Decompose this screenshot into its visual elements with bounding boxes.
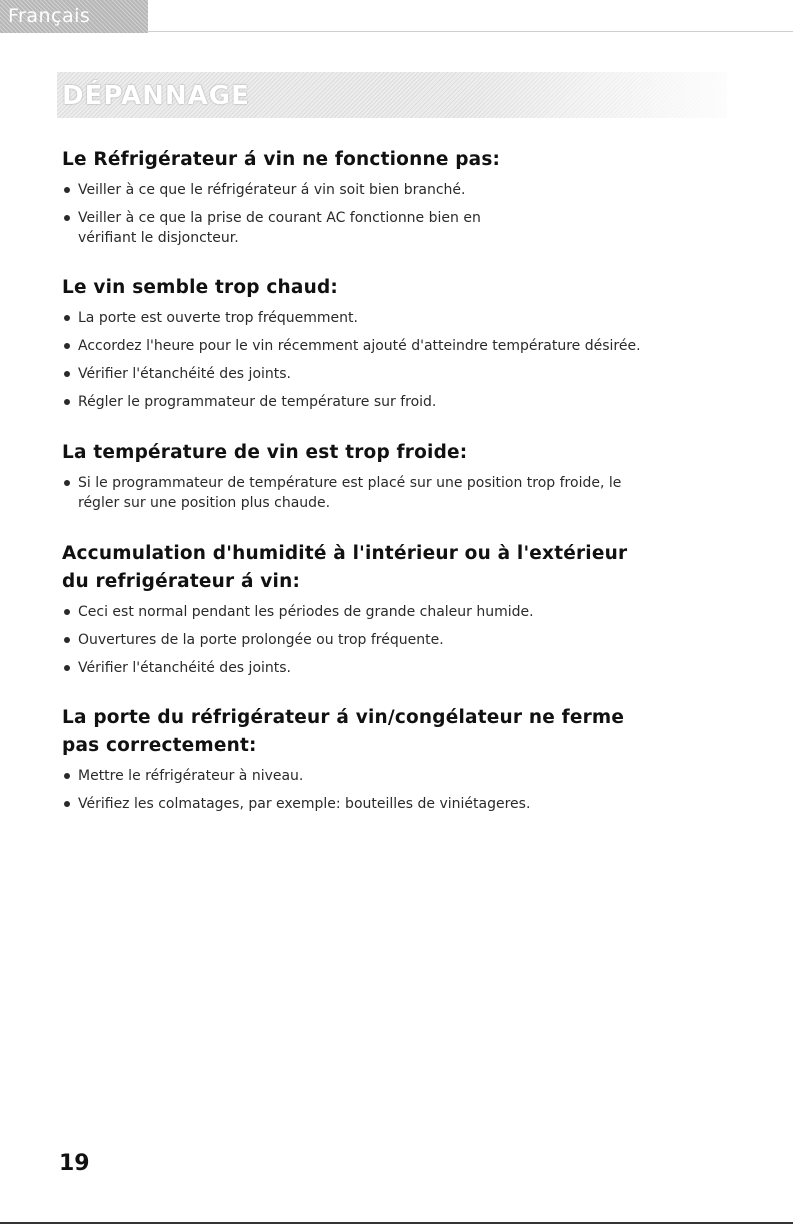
list-item (62, 180, 762, 200)
item-line: Régler le programmateur de température sur froid. (78, 394, 437, 410)
item-line: La porte est ouverte trop fréquemment. (78, 310, 358, 326)
item-line: Ceci est normal pendant les périodes de grande chaleur humide. (78, 604, 534, 620)
item-line: régler sur une position plus chaude. (78, 495, 331, 511)
list-item (62, 794, 762, 814)
heading-line: La température de vin est trop froide: (62, 442, 468, 463)
item-line: Veiller à ce que la prise de courant AC fonctionne bien en (78, 210, 481, 226)
item-line: vérifiant le disjoncteur. (78, 230, 239, 246)
section-heading (62, 540, 762, 596)
heading-line: pas correctement: (62, 735, 257, 756)
heading-line: Le Réfrigérateur á vin ne fonctionne pas: (62, 149, 501, 170)
item-line: Mettre le réfrigérateur à niveau. (78, 768, 304, 784)
section-wine-fridge-not-working (62, 146, 762, 248)
language-tab (0, 0, 148, 33)
item-line: Vérifier l'étanchéité des joints. (78, 366, 292, 382)
section-heading (62, 439, 762, 467)
heading-line: La porte du réfrigérateur á vin/congélateur ne ferme (62, 707, 625, 728)
bullet-icon (64, 371, 70, 377)
heading-line: du refrigérateur á vin: (62, 571, 301, 592)
section-title: DÉPANNAGE (62, 81, 250, 111)
list-item (62, 602, 762, 622)
list-item (62, 308, 762, 328)
list-item (62, 364, 762, 384)
page-number: 19 (59, 1151, 90, 1176)
list-item (62, 630, 762, 650)
item-line: Ouvertures de la porte prolongée ou trop fréquente. (78, 632, 444, 648)
heading-line: Accumulation d'humidité à l'intérieur ou à l'extérieur (62, 543, 628, 564)
language-label: Français (8, 5, 91, 27)
bullet-icon (64, 773, 70, 779)
troubleshooting-content (62, 146, 762, 822)
item-list (62, 180, 762, 248)
bullet-icon (64, 665, 70, 671)
section-wine-too-cold (62, 439, 762, 513)
heading-line: Le vin semble trop chaud: (62, 277, 338, 298)
list-item (62, 208, 762, 248)
list-item (62, 392, 762, 412)
item-list (62, 766, 762, 814)
section-door-not-closing (62, 704, 762, 814)
bullet-icon (64, 399, 70, 405)
bullet-icon (64, 637, 70, 643)
list-item (62, 658, 762, 678)
item-line: Si le programmateur de température est placé sur une position trop froide, le (78, 475, 622, 491)
bullet-icon (64, 315, 70, 321)
footer-rule (0, 1222, 793, 1224)
bullet-icon (64, 215, 70, 221)
bullet-icon (64, 609, 70, 615)
section-heading (62, 704, 762, 760)
item-list (62, 473, 762, 513)
item-line: Vérifiez les colmatages, par exemple: bouteilles de viniétageres. (78, 796, 531, 812)
item-line: Accordez l'heure pour le vin récemment ajouté d'atteindre température désirée. (78, 338, 641, 354)
item-list (62, 602, 762, 678)
bullet-icon (64, 343, 70, 349)
list-item (62, 473, 762, 513)
item-line: Veiller à ce que le réfrigérateur á vin soit bien branché. (78, 182, 466, 198)
header-rule (148, 31, 793, 32)
bullet-icon (64, 480, 70, 486)
item-line: Vérifier l'étanchéité des joints. (78, 660, 292, 676)
section-heading (62, 274, 762, 302)
section-heading (62, 146, 762, 174)
bullet-icon (64, 187, 70, 193)
list-item (62, 336, 762, 356)
item-list (62, 308, 762, 412)
list-item (62, 766, 762, 786)
section-banner (57, 72, 727, 118)
section-moisture-buildup (62, 540, 762, 678)
bullet-icon (64, 801, 70, 807)
section-wine-too-warm (62, 274, 762, 412)
